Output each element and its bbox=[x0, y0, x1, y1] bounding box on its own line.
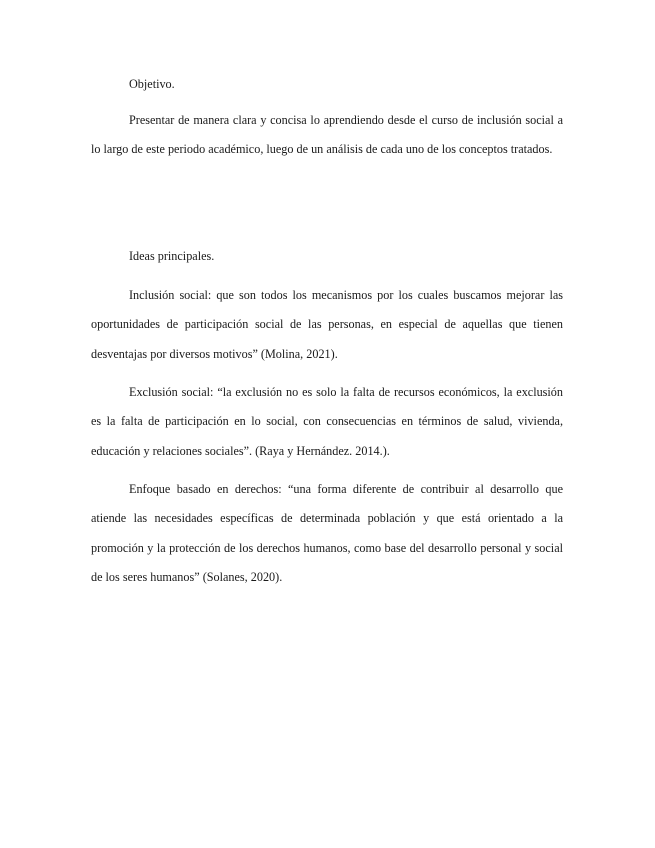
heading-objetivo: Objetivo. bbox=[129, 77, 175, 91]
paragraph-enfoque-derechos: Enfoque basado en derechos: “una forma diferente de contribuir al desarrollo que atiende las necesidades específicas de determinada población y que está orientado a la promoción y la protección de los derechos humanos, como base del desarrollo personal y social de los seres humanos” (Solanes, 2020). bbox=[91, 482, 563, 585]
paragraph-exclusion-social: Exclusión social: “la exclusión no es solo la falta de recursos económicos, la exclusión es la falta de participación en lo social, con consecuencias en términos de salud, vivienda, educación y relaciones sociales”. (Raya y Hernández. 2014.). bbox=[91, 385, 563, 458]
heading-ideas-principales: Ideas principales. bbox=[129, 249, 215, 263]
paragraph-objetivo: Presentar de manera clara y concisa lo aprendiendo desde el curso de inclusión social a lo largo de este periodo académico, luego de un análisis de cada uno de los conceptos tratados. bbox=[91, 113, 563, 157]
paragraph-inclusion-social: Inclusión social: que son todos los mecanismos por los cuales buscamos mejorar las oportunidades de participación social de las personas, en especial de aquellas que tienen desventajas por diversos motivos” (Molina, 2021). bbox=[91, 288, 563, 361]
